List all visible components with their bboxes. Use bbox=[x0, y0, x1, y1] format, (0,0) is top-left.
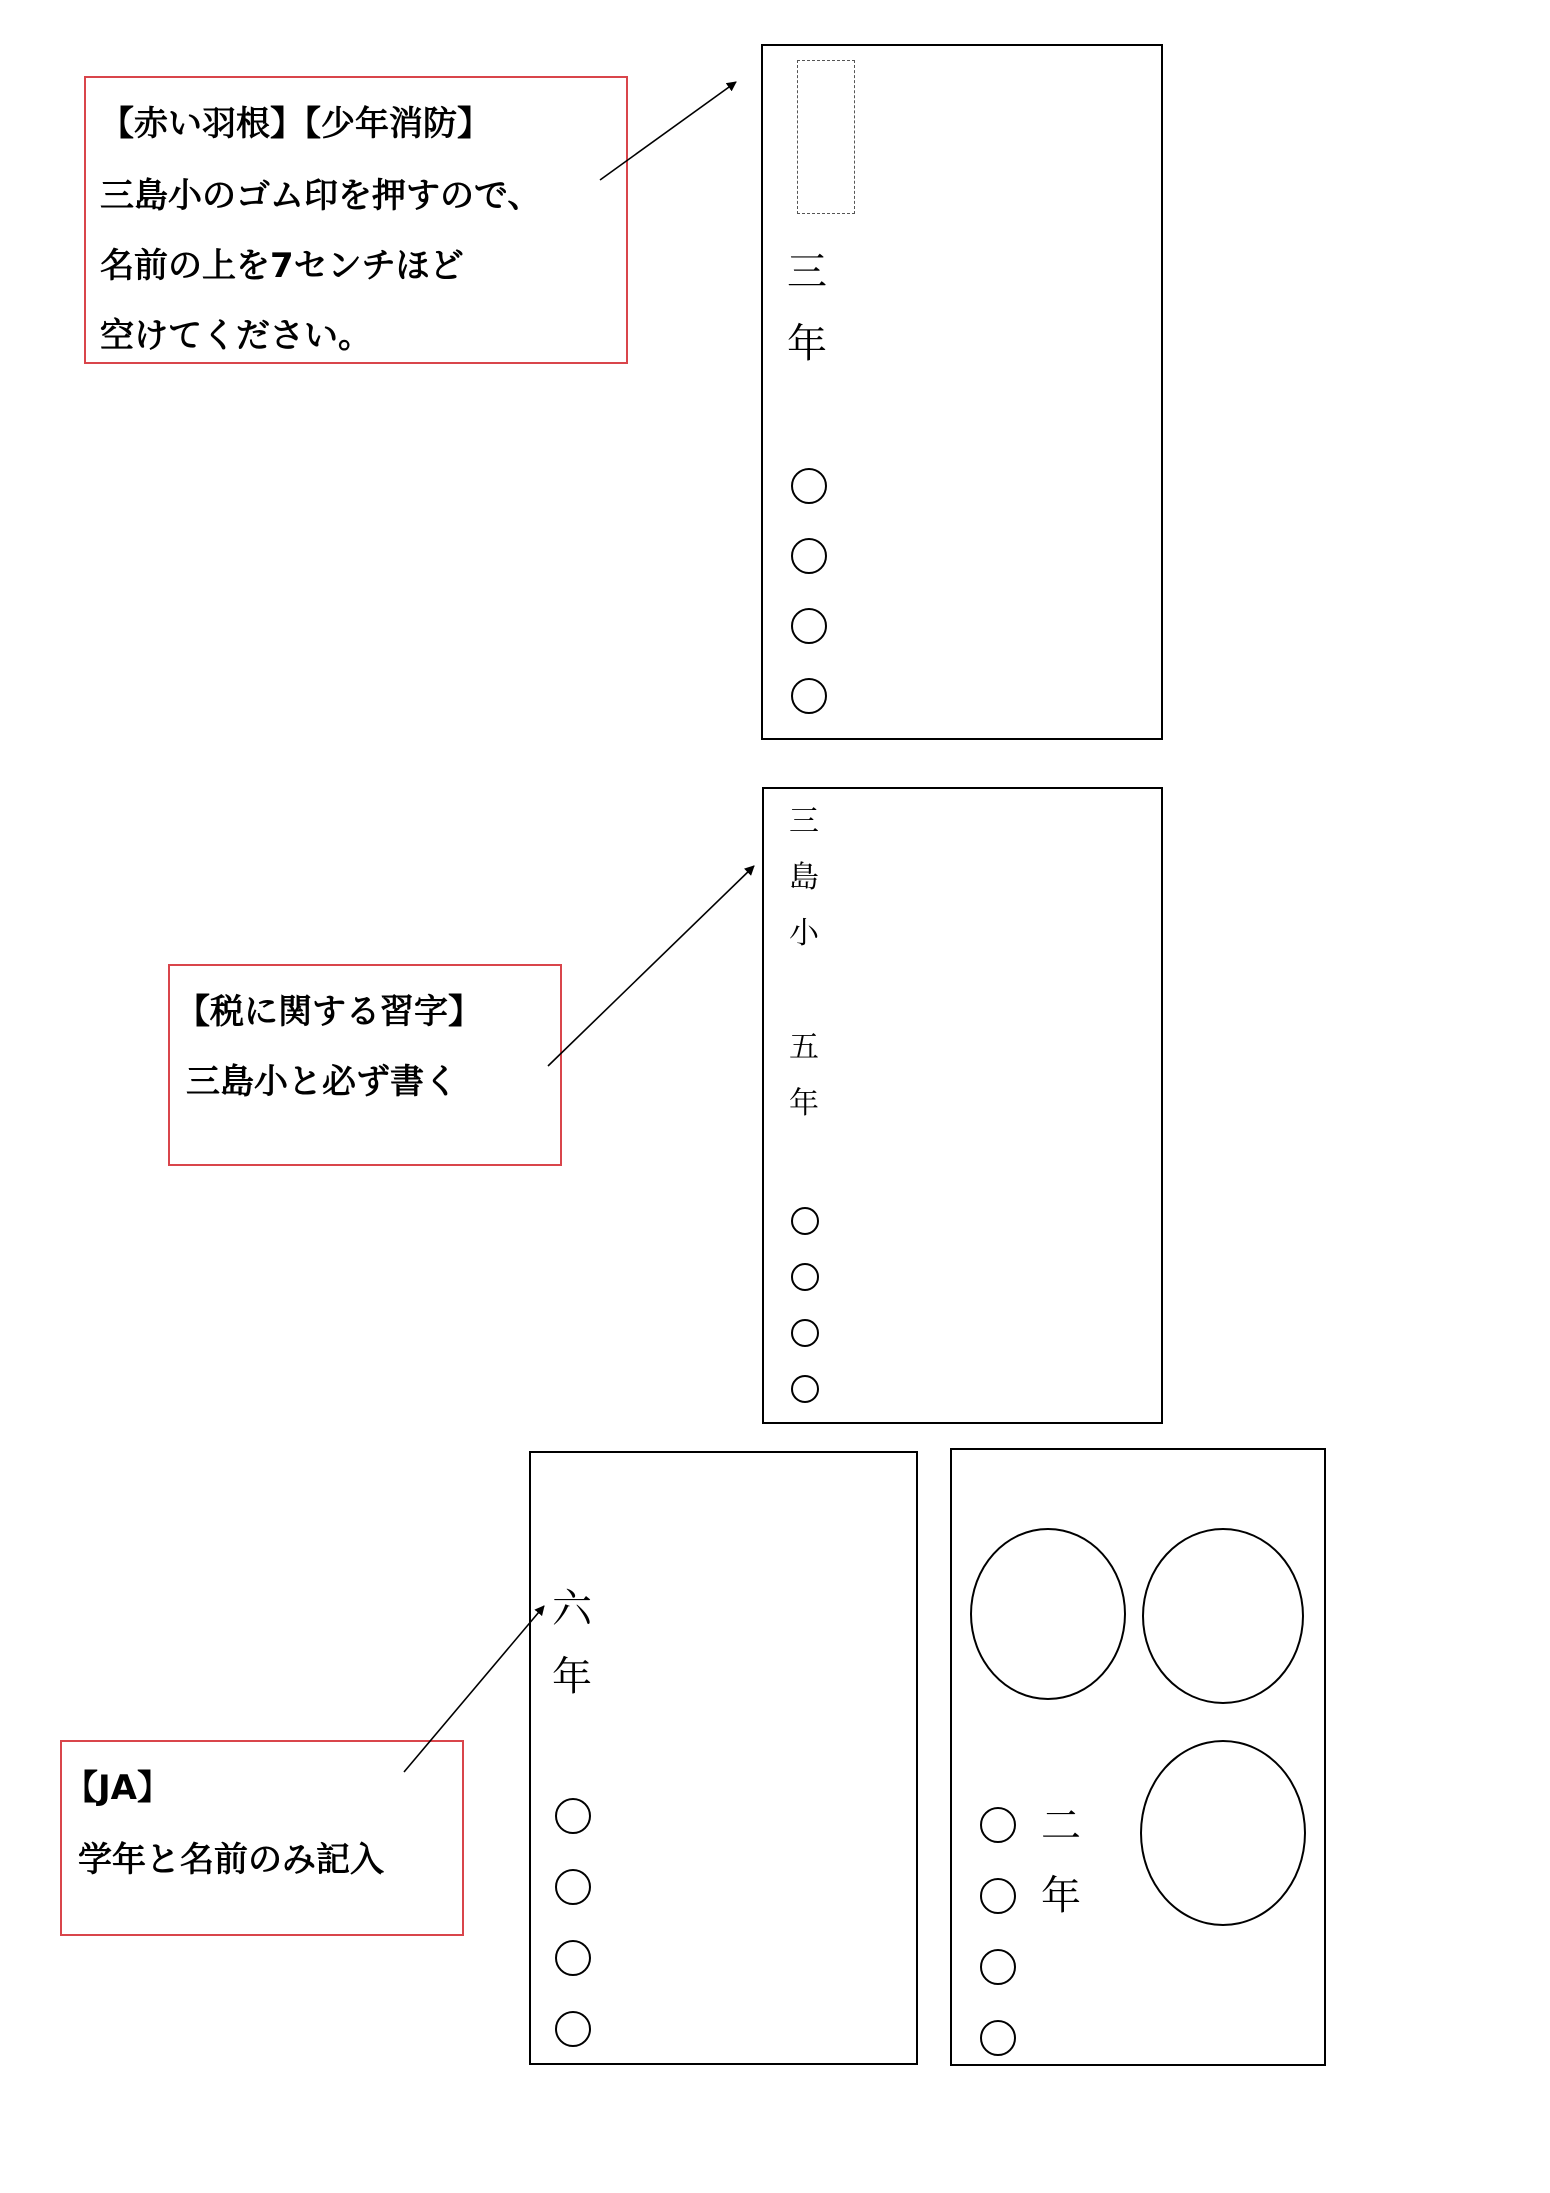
grade-char: 六 bbox=[552, 1586, 592, 1632]
note-red-feather-line4: 空けてください。 bbox=[100, 316, 372, 356]
grade-char: 三 bbox=[787, 249, 827, 295]
grade-char: 年 bbox=[552, 1654, 592, 1700]
note-tax-line2: 三島小と必ず書く bbox=[186, 1062, 458, 1102]
note-ja-title: 【JA】 bbox=[64, 1768, 171, 1808]
note-ja-line2: 学年と名前のみ記入 bbox=[78, 1840, 384, 1880]
arrow-tax bbox=[548, 866, 754, 1066]
note-red-feather-line3: 名前の上を7センチほど bbox=[100, 246, 464, 286]
arrow-red-feather bbox=[600, 82, 736, 180]
school-char: 小 bbox=[789, 916, 819, 951]
grade-char: 五 bbox=[789, 1030, 819, 1065]
note-red-feather-line2: 三島小のゴム印を押すので、 bbox=[100, 176, 542, 216]
arrow-ja bbox=[404, 1606, 544, 1772]
note-tax-title: 【税に関する習字】 bbox=[176, 992, 482, 1032]
school-char: 三 bbox=[789, 804, 819, 839]
grade-char: 二 bbox=[1041, 1803, 1081, 1849]
note-red-feather-title: 【赤い羽根】【少年消防】 bbox=[100, 104, 491, 144]
grade-char: 年 bbox=[787, 321, 827, 367]
grade-char: 年 bbox=[789, 1086, 819, 1121]
school-char: 島 bbox=[789, 860, 819, 895]
grade-char: 年 bbox=[1041, 1873, 1081, 1919]
